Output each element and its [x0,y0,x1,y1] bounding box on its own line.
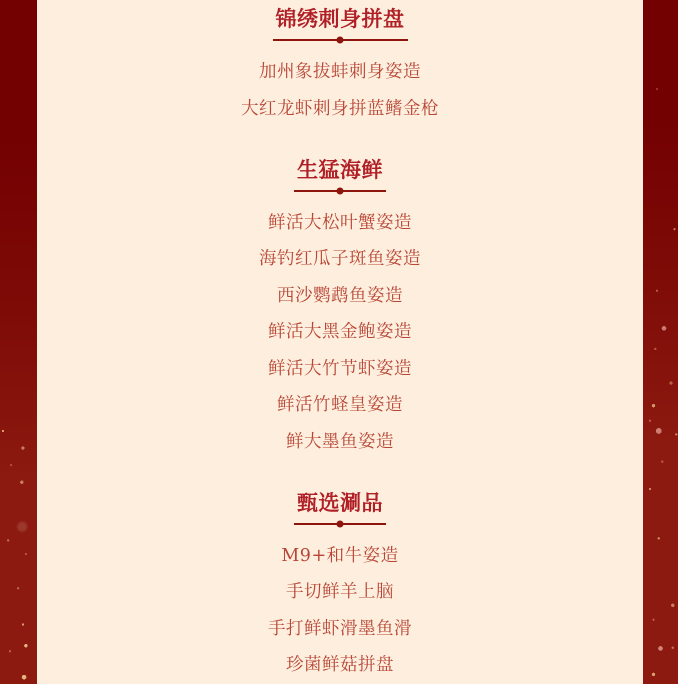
left-border-decoration [0,0,37,684]
menu-section [259,159,421,452]
menu-item: 大红龙虾刺身拼蓝鳍金枪 [241,98,439,119]
section-header [273,8,408,41]
right-border-decoration [643,0,678,684]
menu-item: 鲜大墨鱼姿造 [286,431,394,452]
divider-dot-icon [337,37,344,44]
menu-section [268,492,412,676]
menu-section [241,8,439,119]
divider-dot-icon [337,187,344,194]
section-divider-line [294,190,386,192]
section-items [241,63,439,119]
menu-item: 加州象拔蚌刺身姿造 [259,62,421,82]
section-header [294,492,386,525]
menu-item: 西沙鹦鹉鱼姿造 [277,285,403,306]
menu-item: 手打鲜虾滑墨鱼滑 [268,618,412,639]
section-title: 锦绣刺身拼盘 [275,7,405,31]
menu-item: 鲜活大松叶蟹姿造 [268,212,412,233]
menu-item: M9+和牛姿造 [281,545,399,566]
menu-item: 珍菌鲜菇拼盘 [286,655,394,675]
menu-content [37,0,643,684]
menu-item: 鲜活大竹节虾姿造 [268,358,412,379]
section-items [268,547,412,676]
divider-dot-icon [337,520,344,527]
menu-item: 鲜活竹蛏皇姿造 [277,395,403,415]
section-items [259,214,421,452]
section-header [294,159,386,192]
section-title: 甄选涮品 [297,490,383,515]
section-divider-line [273,39,408,41]
menu-item: 海钓红瓜子斑鱼姿造 [259,249,421,269]
menu-item: 手切鲜羊上脑 [286,582,394,602]
section-divider-line [294,523,386,525]
section-title: 生猛海鲜 [297,157,383,182]
menu-item: 鲜活大黑金鲍姿造 [268,322,412,342]
